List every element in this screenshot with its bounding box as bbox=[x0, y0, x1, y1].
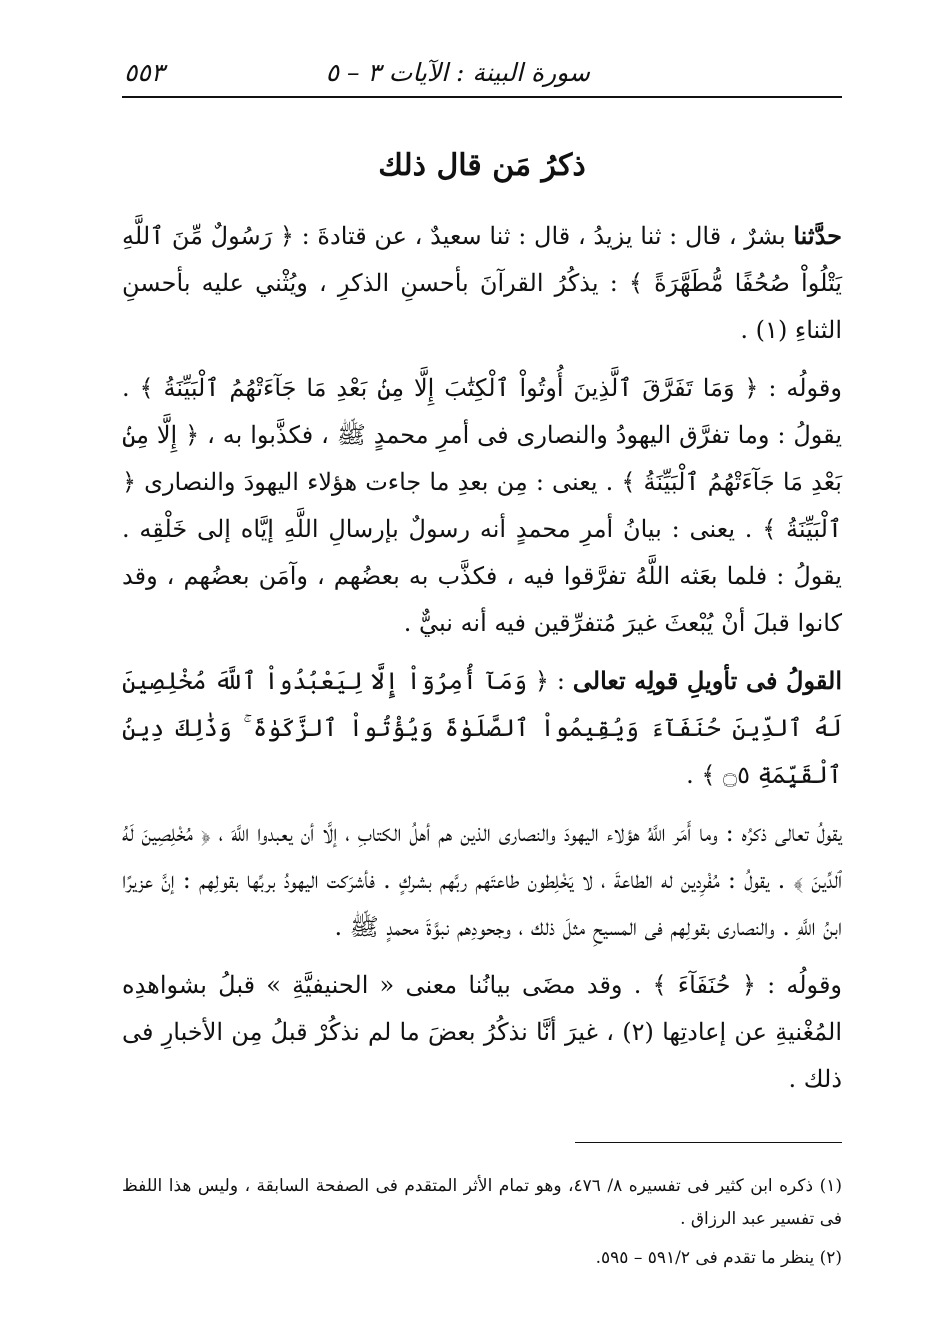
header-divider bbox=[122, 96, 842, 98]
paragraph-text: بشرٌ ، قال : ثنا يزيدُ ، قال : ثنا سعيدٌ ، عن قتادةَ : ﴿ رَسُولٌ مِّنَ ٱللَّهِ يَتْلُواْ صُحُفًا مُّطَهَّرَةً ﴾ : يذكُرُ القرآنَ بأحسنِ الذكرِ ، ويُثْني عليه بأحسنِ الثناءِ (١) . bbox=[122, 222, 842, 344]
paragraph-text: وقولُه : ﴿ وَمَا تَفَرَّقَ ٱلَّذِينَ أُوتُواْ ٱلْكِتَٰبَ إِلَّا مِنۢ بَعْدِ مَا جَآءَتْهُمُ ٱلْبَيِّنَةُ ﴾ . يقولُ : وما تفرَّق اليهودُ والنصارى فى أمرِ محمدٍ ﷺ ، فكذَّبوا به ، ﴿ إِلَّا مِنۢ بَعْدِ مَا جَآءَتْهُمُ ٱلْبَيِّنَةُ ﴾ . يعنى : مِن بعدِ ما جاءت هؤلاء اليهودَ والنصارى ﴿ ٱلْبَيِّنَةُ ﴾ . يعنى : بيانُ أمرِ محمدٍ أنه رسولٌ بإرسالِ اللَّهِ إيَّاه إلى خَلْقِه . يقولُ : فلما بعَثه اللَّهُ تفرَّقوا فيه ، فكذَّب به بعضُهم ، وآمَن بعضُهم ، وقد كانوا قبلَ أنْ يُبْعثَ غيرَ مُتفرِّقين فيه أنه نبيٌّ . bbox=[122, 374, 842, 637]
footnotes bbox=[122, 1170, 842, 1281]
running-title: سورة البينة : الآيات ٣ – ٥ bbox=[325, 58, 590, 87]
paragraph bbox=[122, 364, 842, 647]
paragraph bbox=[122, 961, 842, 1103]
paragraph-text: وقولُه : ﴿ حُنَفَآءَ ﴾ . وقد مضَى بيانُنا معنى « الحنيفيَّةِ » قبلُ بشواهدِه المُغْنيةِ عن إعادتِها (٢) ، غيرَ أنَّا نذكُرُ بعضَ ما لم نذكُرْ قبلُ مِن الأخبارِ فى ذلك . bbox=[122, 971, 843, 1093]
footnote: (٢) ينظر ما تقدم فى ٥٩١/٢ – ٥٩٥. bbox=[595, 1248, 842, 1268]
paragraph-lead: حدَّثنا bbox=[793, 221, 842, 250]
paragraph-text: يقولُ تعالى ذكرُه : وما أَمَر اللَّهُ هؤلاء اليهودَ والنصارى الذين هم أهلُ الكتابِ ، إلَّا أن يعبدوا اللَّهَ ، ﴿ مُخْلِصِينَ لَهُ ٱلدِّينَ ﴾ . يقولُ : مُفْرِدين له الطاعةَ ، لا يَخْلِطون طاعتَهم ربَّهم بشركٍ . فأشرَكت اليهودُ بربِّها بقولِهم : إنَّ عزيرًا ابنُ اللَّهِ . والنصارى بقولِهم فى المسيحِ مثلَ ذلك ، وجحودِهم نبوَّةَ محمدٍ ﷺ . bbox=[122, 819, 842, 941]
paragraph-text: : ﴿ وَمَآ أُمِرُوٓاْ إِلَّا لِيَعْبُدُواْ ٱللَّهَ مُخْلِصِينَ لَهُ ٱلدِّينَ حُنَفَآءَ وَيُقِيمُواْ ٱلصَّلَوٰةَ وَيُؤْتُواْ ٱلزَّكَوٰةَ ۚ وَذَٰلِكَ دِينُ ٱلْقَيِّمَةِ ۝٥ ﴾ . bbox=[122, 667, 842, 789]
paragraph bbox=[122, 809, 842, 951]
paragraph bbox=[122, 212, 842, 354]
paragraph-lead: القولُ فى تأويلِ قولِه تعالى bbox=[572, 666, 842, 695]
running-header bbox=[122, 54, 842, 94]
main-text bbox=[122, 212, 842, 1111]
section-heading: ذكرُ مَن قال ذلك bbox=[378, 148, 586, 183]
page-number: ٥٥٣ bbox=[124, 58, 165, 87]
paragraph bbox=[122, 657, 842, 799]
footnote: (١) ذكره ابن كثير فى تفسيره ٨/ ٤٧٦، وهو تمام الأثر المتقدم فى الصفحة السابقة ، وليس هذا اللفظ فى تفسير عبد الرزاق . bbox=[122, 1176, 843, 1229]
footnote-divider bbox=[575, 1142, 842, 1143]
